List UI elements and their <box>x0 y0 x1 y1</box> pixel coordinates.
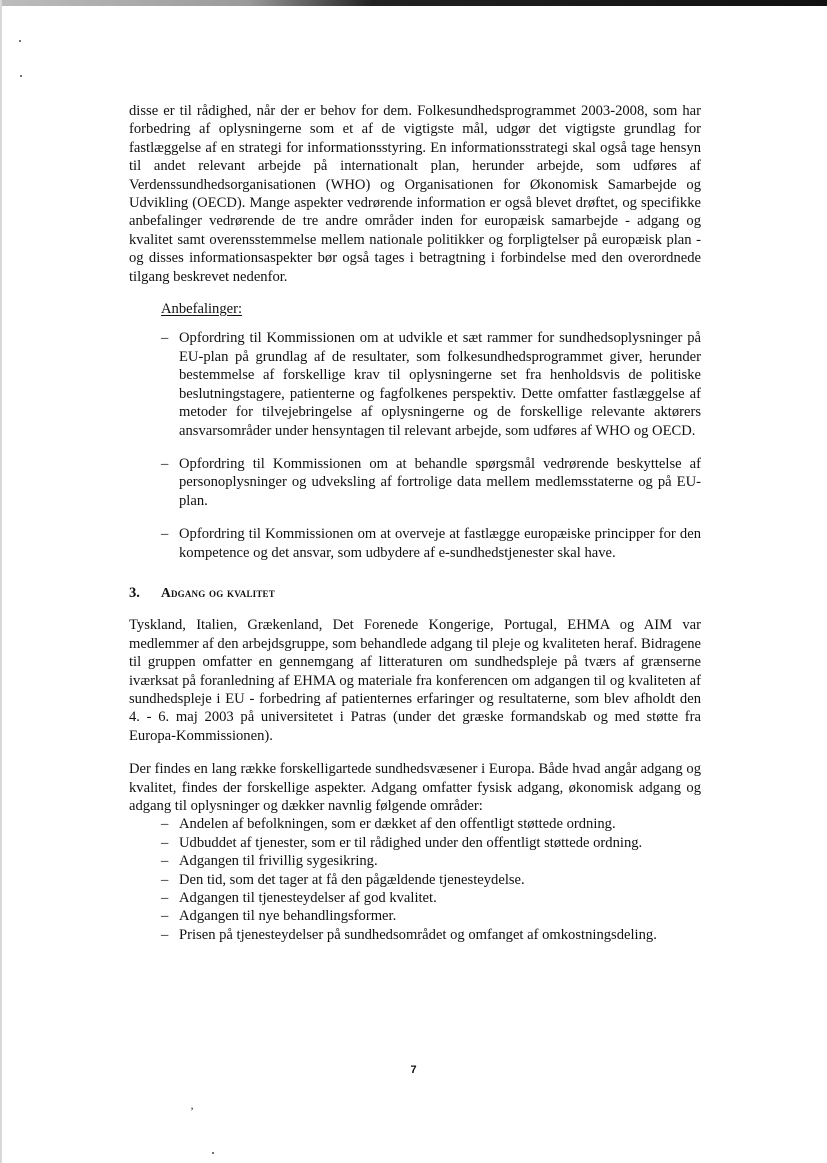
scan-speck <box>212 1152 214 1154</box>
scan-speck <box>19 40 21 42</box>
access-item: – Udbuddet af tjenester, som er til rådighed under den offentligt støttede ordning. <box>161 834 701 852</box>
access-item: – Adgangen til nye behandlingsformer. <box>161 907 701 925</box>
section-number: 3. <box>129 584 140 601</box>
access-list <box>161 815 701 944</box>
recommendations-heading: Anbefalinger: <box>161 301 243 318</box>
access-item: – Adgangen til frivillig sygesikring. <box>161 852 701 870</box>
document-body <box>129 102 701 944</box>
page-number: 7 <box>410 1064 417 1076</box>
section-heading <box>129 584 701 602</box>
scan-mark: ’ <box>190 1104 194 1118</box>
access-item: – Andelen af befolkningen, som er dækket af den offentligt støttede ordning. <box>161 815 701 833</box>
access-item: – Den tid, som det tager at få den pågældende tjenesteydelse. <box>161 871 701 889</box>
recommendations-list <box>161 329 701 561</box>
intro-paragraph: disse er til rådighed, når der er behov for dem. Folkesundhedsprogrammet 2003-2008, som har forbedring af oplysningerne som et af de vigtigste mål, udgør det vigtigste grundlag for fastlæggelse af en strategi for informationsstyring. En informationsstrategi skal også tage hensyn til andet relevant arbejde på internationalt plan, herunder arbejde, som udføres af Verdenssundhedsorganisationen (WHO) og Organisationen for Økonomisk Samarbejde og Udvikling (OECD). Mange aspekter vedrørende information er også blevet drøftet, og specifikke anbefalinger vedrørende de tre andre områder inden for europæisk samarbejde - adgang og kvalitet samt overensstemmelse mellem nationale politikker og forpligtelser på europæisk plan - og disses informationsaspekter bør også tages i betragtning i forbindelse med den overordnede tilgang beskrevet nedenfor. <box>129 103 701 285</box>
section-title: Adgang og kvalitet <box>161 584 275 600</box>
scan-left-edge <box>0 0 2 1163</box>
access-item: – Adgangen til tjenesteydelser af god kvalitet. <box>161 889 701 907</box>
access-item: – Prisen på tjenesteydelser på sundhedsområdet og omfanget af omkostningsdeling. <box>161 926 701 944</box>
section-paragraph-2: Der findes en lang række forskelligartede sundhedsvæsener i Europa. Både hvad angår adgang og kvalitet, findes der forskellige aspekter. Adgang omfatter fysisk adgang, økonomisk adgang og adgang til oplysninger og dækker navnlig følgende områder: <box>129 761 701 814</box>
section-paragraph-1: Tyskland, Italien, Grækenland, Det Forenede Kongerige, Portugal, EHMA og AIM var medlemmer af den arbejdsgruppe, som behandlede adgang til pleje og kvaliteten heraf. Bidragene til gruppen omfatter en gennemgang af litteraturen om sundhedspleje på tværs af grænserne iværksat på foranledning af EHMA og materiale fra konferencen om adgangen til og kvaliteten af sundhedspleje i EU - forbedring af patienternes erfaringer og resultaterne, som blev afholdt den 4. - 6. maj 2003 på universitetet i Patras (under det græske formandskab og med støtte fra Europa-Kommissionen). <box>129 617 701 744</box>
recommendation-item: – Opfordring til Kommissionen om at overveje at fastlægge europæiske principper for den kompetence og det ansvar, som udbydere af e-sundhedstjenester skal have. <box>161 525 701 562</box>
scan-top-edge <box>0 0 827 6</box>
recommendation-item: – Opfordring til Kommissionen om at behandle spørgsmål vedrørende beskyttelse af personoplysninger og udveksling af fortrolige data mellem medlemsstaterne og på EU-plan. <box>161 455 701 510</box>
recommendation-item: – Opfordring til Kommissionen om at udvikle et sæt rammer for sundhedsoplysninger på EU-plan på grundlag af de resultater, som folkesundhedsprogrammet giver, herunder bestemmelse af forskellige krav til oplysningerne set fra henholdsvis de politiske beslutningstagere, patienterne og fagfolkenes perspektiv. Dette omfatter fastlæggelse af metoder for tilvejebringelse af oplysningerne og de forskellige relevante aktørers ansvarsområder under hensyntagen til relevant arbejde, som udføres af WHO og OECD. <box>161 329 701 439</box>
scan-speck <box>20 75 22 77</box>
